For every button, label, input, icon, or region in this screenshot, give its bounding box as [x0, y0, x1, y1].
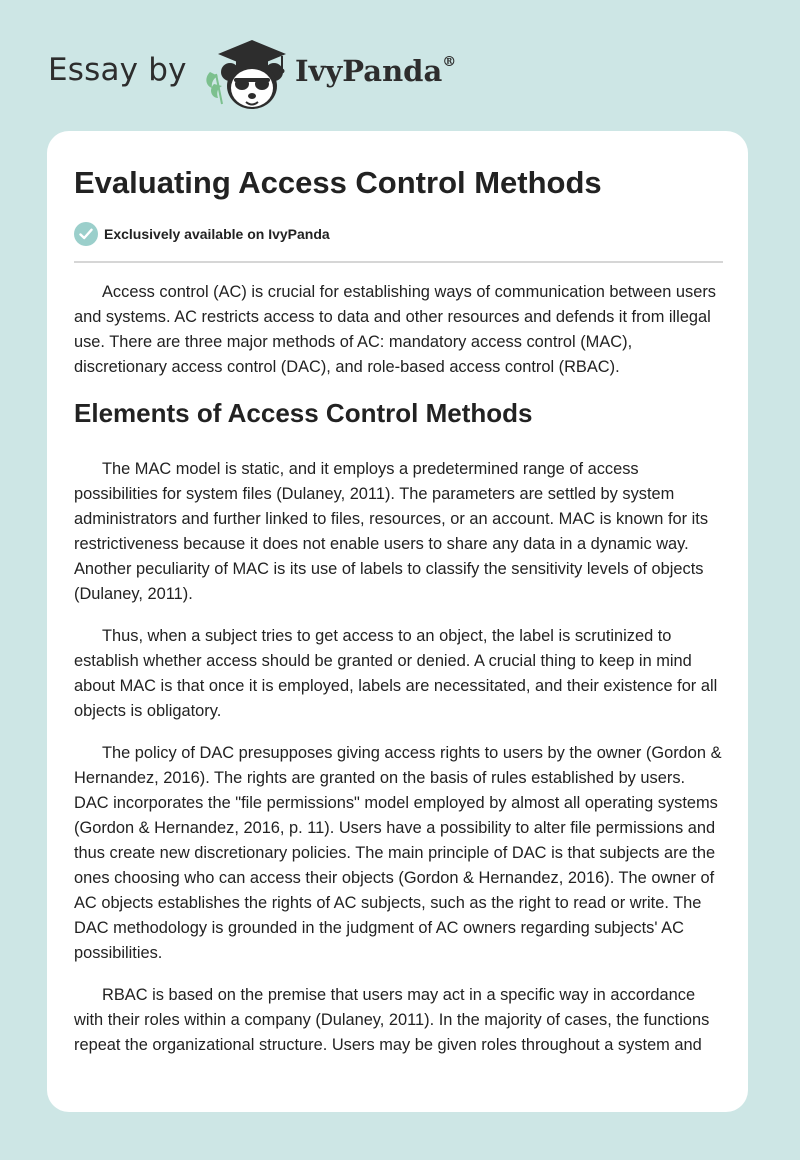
check-icon [74, 222, 98, 246]
brand-name-text: IvyPanda [295, 54, 443, 88]
intro-paragraph: Access control (AC) is crucial for establishing ways of communication between users and systems. AC restricts access to data and other resources and defends it from illegal use. There are three major methods of AC: mandatory access control (MAC), discretionary access control (DAC), and role-based access control (RBAC). [74, 283, 716, 376]
brand-prefix: Essay by [48, 52, 187, 88]
exclusive-badge [74, 222, 474, 248]
brand-name[interactable] [295, 54, 456, 88]
registered-mark: ® [442, 54, 457, 71]
body-paragraph: The policy of DAC presupposes giving access rights to users by the owner (Gordon & Hernandez, 2016). The rights are granted on the basis of rules established by users. DAC incorporates the "file permissions" model employed by almost all operating systems (Gordon & Hernandez, 2016, p. 11). Users have a possibility to alter file permissions and thus create new discretionary policies. The main principle of DAC is that subjects are the ones choosing who can access their objects (Gordon & Hernandez, 2016). The owner of AC objects establishes the rights of AC subjects, such as the right to read or write. The DAC methodology is grounded in the judgment of AC owners regarding subjects' AC possibilities. [74, 744, 722, 962]
body-paragraph: Thus, when a subject tries to get access to an object, the label is scrutinized to establish whether access should be granted or denied. A crucial thing to keep in mind about MAC is that once it is employed, labels are necessitated, and their existence for all objects is obligatory. [74, 627, 718, 720]
panda-logo-icon[interactable] [200, 34, 292, 114]
body-paragraph: RBAC is based on the premise that users may act in a specific way in accordance with their roles within a company (Dulaney, 2011). In the majority of cases, the functions repeat the organizational structure. Users may be given roles throughout a system and [74, 986, 710, 1054]
article-card [47, 131, 748, 1112]
exclusive-label: Exclusively available on IvyPanda [104, 226, 330, 242]
body-paragraph: The MAC model is static, and it employs a predetermined range of access possibilities for system files (Dulaney, 2011). The parameters are settled by system administrators and further linked to files, resources, or an account. MAC is known for its restrictiveness because it does not enable users to share any data in a dynamic way. Another peculiarity of MAC is its use of labels to classify the sensitivity levels of objects (Dulaney, 2011). [74, 460, 709, 603]
site-header [48, 34, 468, 114]
divider [74, 261, 723, 263]
page-title: Evaluating Access Control Methods [74, 165, 602, 200]
article-content [74, 280, 724, 1075]
section-heading: Elements of Access Control Methods [74, 398, 533, 428]
